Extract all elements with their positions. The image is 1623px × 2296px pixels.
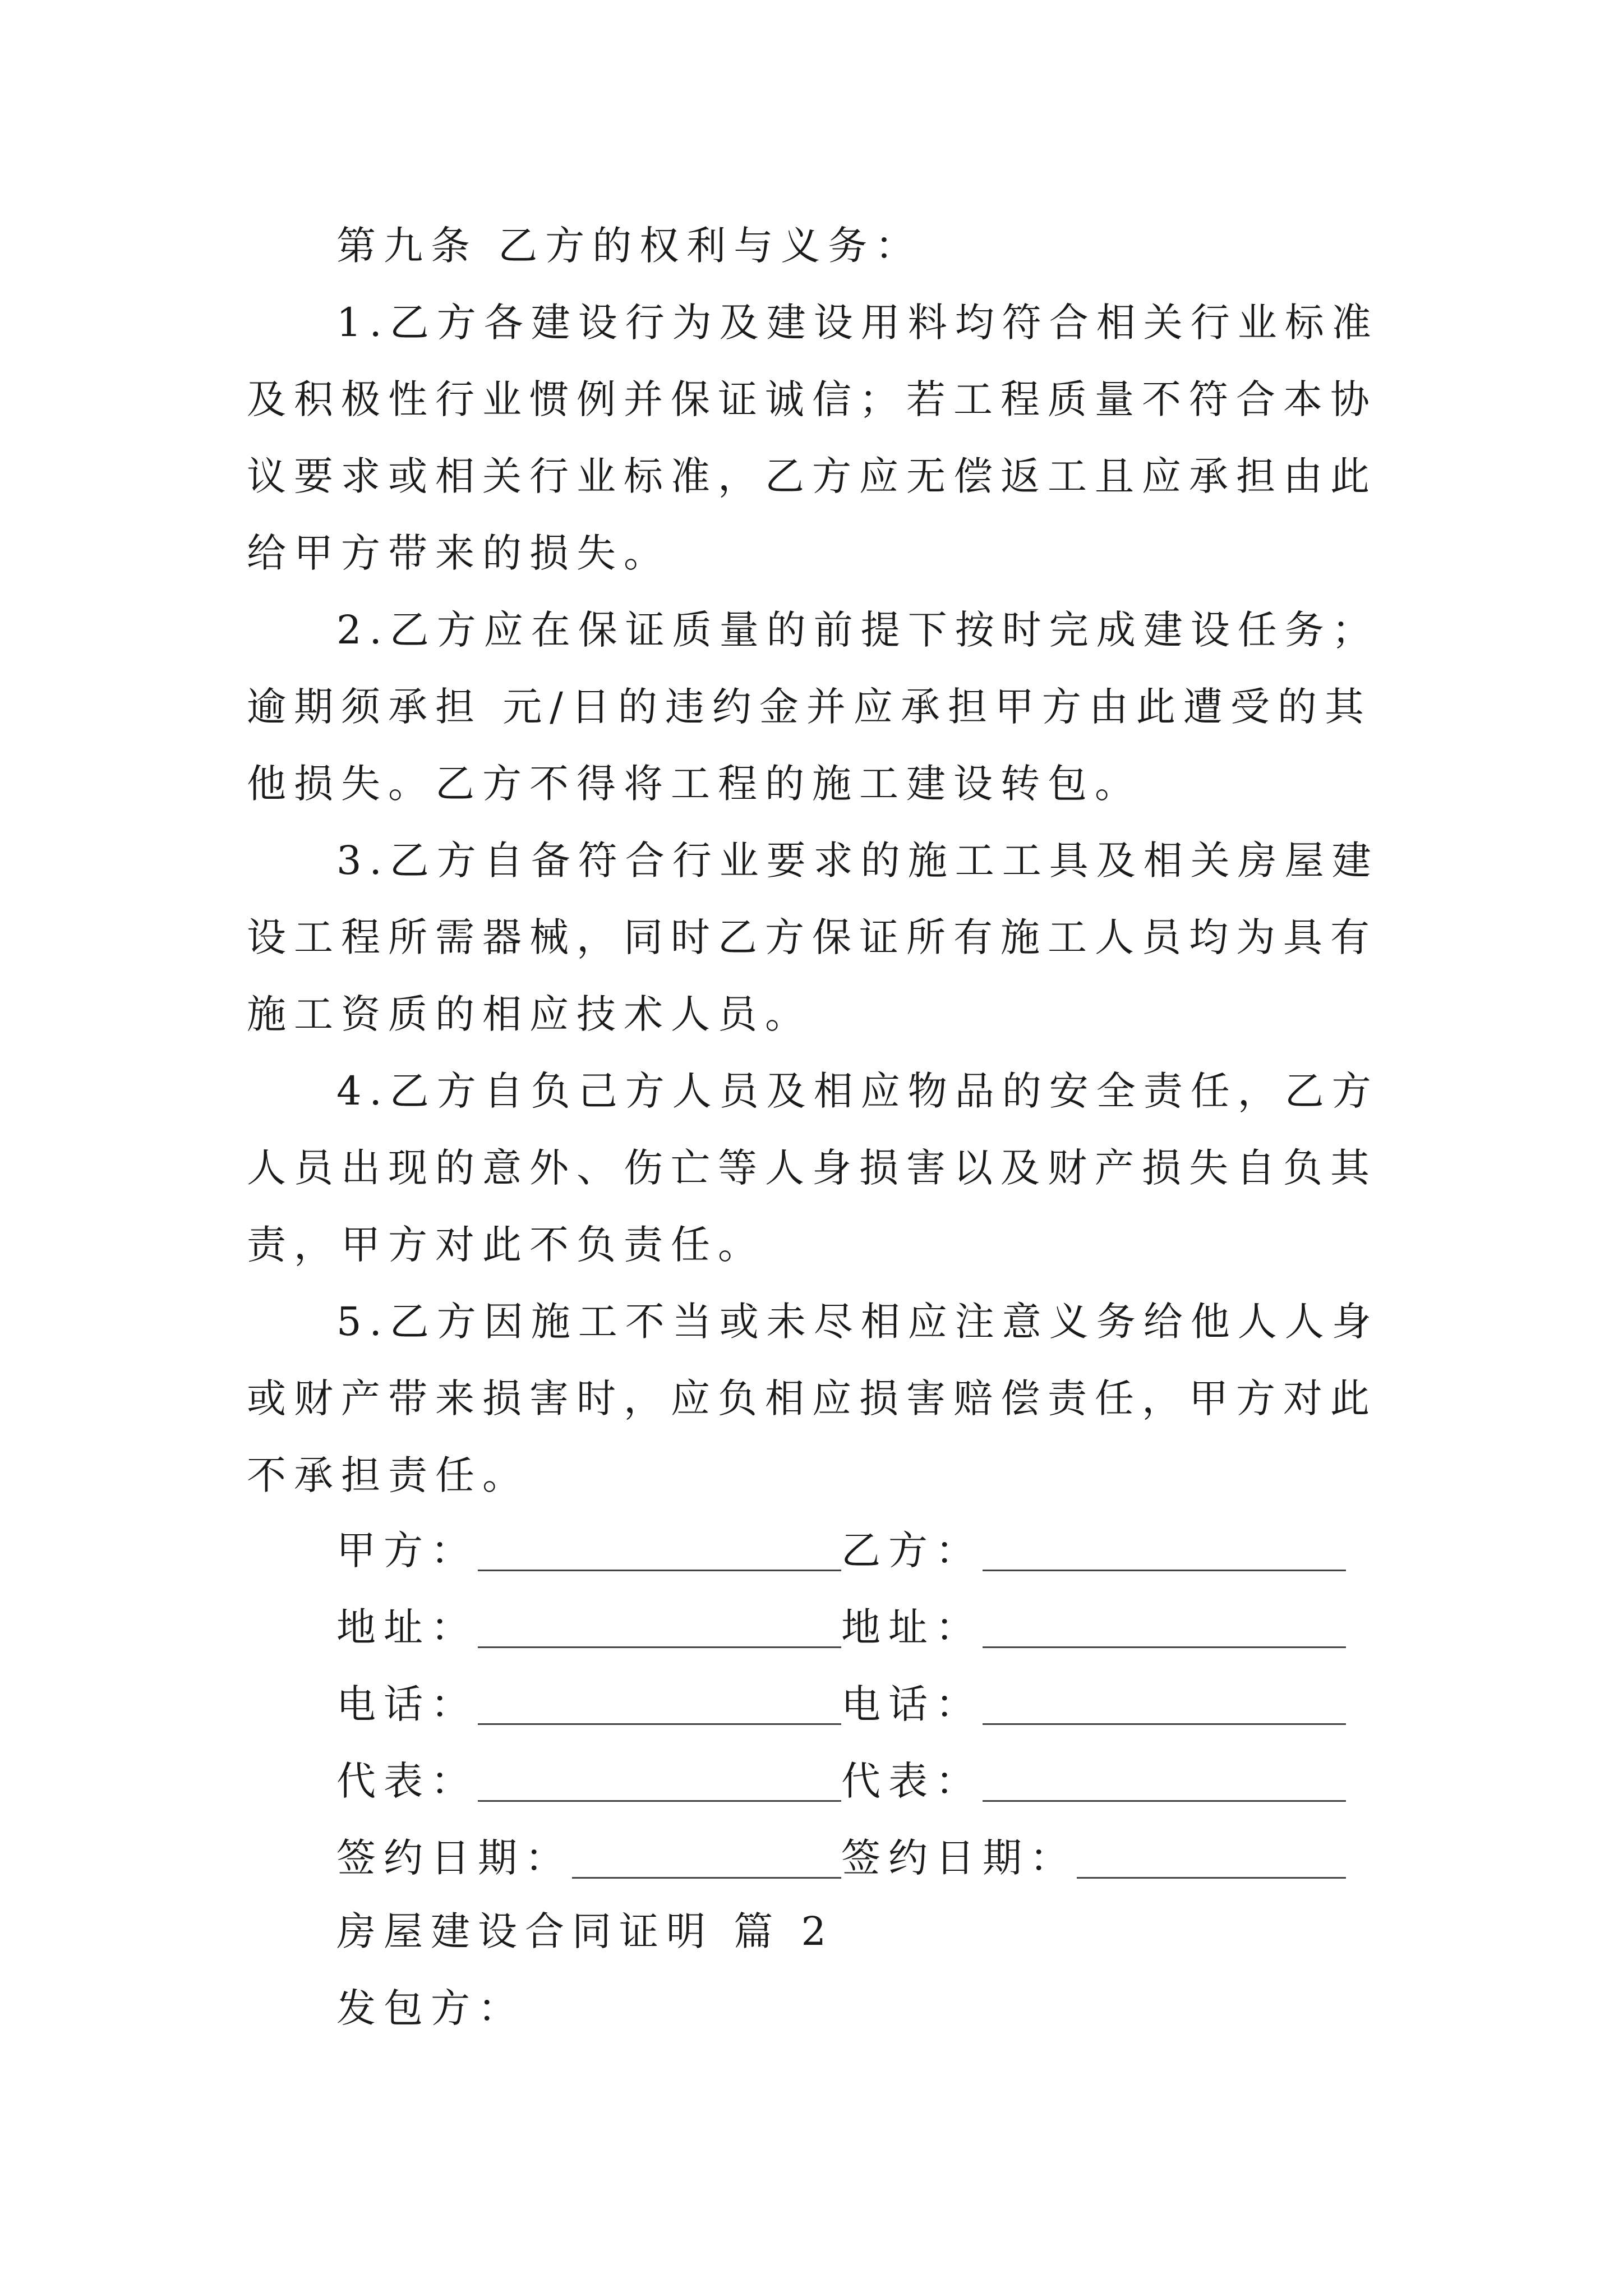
party-b-phone-label: 电话： (841, 1681, 983, 1727)
party-b-label: 乙方： (841, 1527, 983, 1573)
signature-row-date (336, 1816, 1385, 1893)
party-b-rep-blank (983, 1761, 1346, 1802)
party-b-phone-field (841, 1673, 1346, 1729)
party-a-date-label: 签约日期： (336, 1835, 572, 1881)
signature-row-party (336, 1509, 1385, 1586)
signature-row-representative (336, 1740, 1385, 1816)
party-b-phone-blank (983, 1684, 1346, 1725)
party-b-date-blank (1077, 1838, 1346, 1879)
party-a-address-blank (478, 1607, 841, 1648)
party-b-field (841, 1519, 1346, 1576)
article-item-4: 4.乙方自负己方人员及相应物品的安全责任，乙方人员出现的意外、伤亡等人身损害以及财产损失自负其责，甲方对此不负责任。 (247, 1068, 1379, 1268)
party-a-phone-field (336, 1673, 841, 1729)
article-item-2: 2.乙方应在保证质量的前提下按时完成建设任务；逾期须承担 元/日的违约金并应承担甲方由此遭受的其他损失。乙方不得将工程的施工建设转包。 (247, 607, 1379, 807)
party-b-address-label: 地址： (841, 1604, 983, 1650)
party-a-address-field (336, 1596, 841, 1653)
signature-row-phone (336, 1663, 1385, 1740)
contractor-label: 发包方： (336, 1985, 525, 2031)
article-item-3: 3.乙方自备符合行业要求的施工工具及相关房屋建设工程所需器械，同时乙方保证所有施工人员均为具有施工资质的相应技术人员。 (247, 838, 1379, 1037)
signature-block (336, 1509, 1385, 1893)
party-b-rep-field (841, 1750, 1346, 1806)
party-a-blank (478, 1530, 841, 1571)
party-b-address-field (841, 1596, 1346, 1653)
party-a-phone-blank (478, 1684, 841, 1725)
party-a-rep-label: 代表： (336, 1758, 478, 1804)
section-title: 房屋建设合同证明 篇 2 (336, 1908, 834, 1954)
article-item-5: 5.乙方因施工不当或未尽相应注意义务给他人人身或财产带来损害时，应负相应损害赔偿责任，甲方对此不承担责任。 (247, 1299, 1379, 1498)
next-section (336, 1893, 834, 2047)
party-a-field (336, 1519, 841, 1576)
party-a-rep-field (336, 1750, 841, 1806)
party-b-rep-label: 代表： (841, 1758, 983, 1804)
party-a-rep-blank (478, 1761, 841, 1802)
article-heading: 第九条 乙方的权利与义务： (336, 223, 923, 269)
party-a-label: 甲方： (336, 1527, 478, 1573)
party-a-date-field (336, 1826, 841, 1883)
party-b-date-label: 签约日期： (841, 1835, 1077, 1881)
party-a-address-label: 地址： (336, 1604, 478, 1650)
party-b-date-field (841, 1826, 1346, 1883)
signature-row-address (336, 1586, 1385, 1663)
party-b-address-blank (983, 1607, 1346, 1648)
party-a-date-blank (572, 1838, 841, 1879)
party-a-phone-label: 电话： (336, 1681, 478, 1727)
article-item-1: 1.乙方各建设行为及建设用料均符合相关行业标准及积极性行业惯例并保证诚信；若工程质量不符合本协议要求或相关行业标准，乙方应无偿返工且应承担由此给甲方带来的损失。 (247, 300, 1379, 576)
party-b-blank (983, 1530, 1346, 1571)
article-body (247, 208, 1385, 1514)
